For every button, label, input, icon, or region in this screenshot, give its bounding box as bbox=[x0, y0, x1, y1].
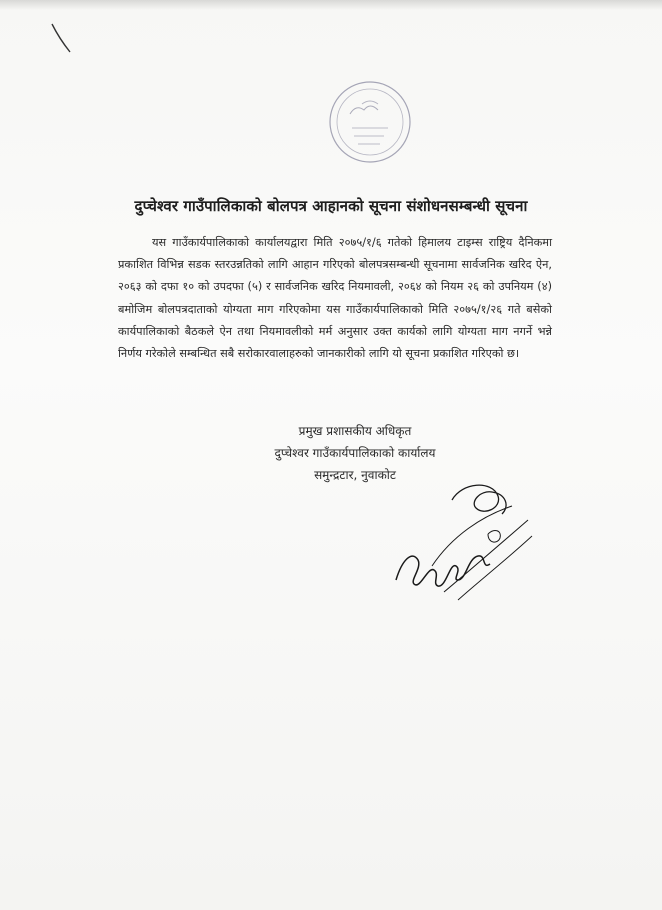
notice-body: यस गाउँकार्यपालिकाको कार्यालयद्वारा मिति २०७५/१/६ गतेको हिमालय टाइम्स राष्ट्रिय दैनिकमा प्रकाशित विभिन्न सडक स्तरउन्नतिको लागि आहान गरिएको बोलपत्रसम्बन्धी सूचनामा सार्वजनिक खरिद ऐन, २०६३ को दफा १० को उपदफा (५) र सार्वजनिक खरिद नियमावली, २०६४ को नियम २६ को उपनियम (४) बमोजिम बोलपत्रदाताको योग्यता माग गरिएकोमा यस गाउँकार्यपालिकाको मिति २०७५/१/२६ गते बसेको कार्यपालिकाको बैठकले ऐन तथा नियमावलीको मर्म अनुसार उक्त कार्यको लागि योग्यता माग नगर्ने भन्ने निर्णय गरेकोले सम्बन्धित सबै सरोकारवालाहरुको जानकारीको लागि यो सूचना प्रकाशित गरिएको छ। bbox=[118, 236, 552, 361]
notice-title: दुप्चेश्वर गाउँपालिकाको बोलपत्र आहानको सूचना संशोधनसम्बन्धी सूचना bbox=[134, 197, 528, 215]
signatory-office: दुप्चेश्वर गाउँकार्यपालिकाको कार्यालय bbox=[274, 446, 436, 460]
office-seal-stamp bbox=[322, 74, 418, 170]
signatory-address: समुन्द्रटार, नुवाकोट bbox=[314, 468, 396, 482]
scan-edge-shadow bbox=[0, 0, 662, 10]
signatory-designation: प्रमुख प्रशासकीय अधिकृत bbox=[298, 424, 412, 438]
pen-mark bbox=[50, 22, 72, 54]
handwritten-signature bbox=[392, 470, 542, 610]
